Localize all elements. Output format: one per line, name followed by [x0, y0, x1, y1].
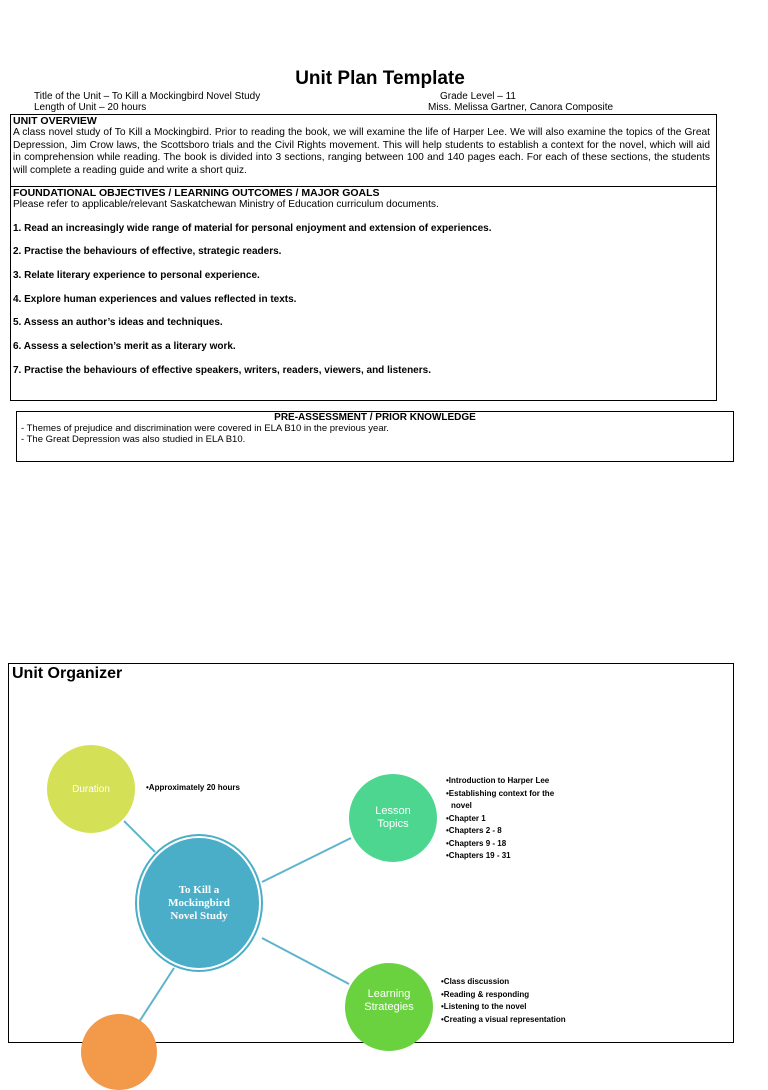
learning-strategies-label: Learning Strategies — [364, 988, 414, 1013]
page-title: Unit Plan Template — [295, 68, 465, 89]
connector-line — [262, 938, 349, 984]
duration-bullets — [146, 782, 240, 795]
bullet-item: •Class discussion — [441, 977, 510, 986]
objective-item: 4. Explore human experiences and values reflected in texts. — [13, 294, 297, 305]
learning-strategies-bullets — [441, 976, 566, 1026]
pre-assessment-line: - The Great Depression was also studied in ELA B10. — [21, 434, 246, 445]
objective-item: 5. Assess an author’s ideas and techniques. — [13, 317, 223, 328]
objective-item: 2. Practise the behaviours of effective, strategic readers. — [13, 246, 282, 257]
bullet-item: •Approximately 20 hours — [146, 783, 240, 792]
pre-assessment-line: - Themes of prejudice and discrimination were covered in ELA B10 in the previous year. — [21, 423, 389, 434]
learning-strategies-node — [345, 963, 433, 1051]
connector-line — [262, 838, 351, 882]
bullet-item: •Chapters 19 - 31 — [446, 851, 511, 860]
teacher-text: Miss. Melissa Gartner, Canora Composite — [428, 102, 614, 113]
unit-title-text: Title of the Unit – To Kill a Mockingbird Novel Study — [34, 91, 261, 102]
unit-overview-heading: UNIT OVERVIEW — [13, 115, 97, 127]
bullet-item: •Listening to the novel — [441, 1002, 527, 1011]
objectives-note: Please refer to applicable/relevant Saskatchewan Ministry of Education curriculum documents. — [13, 199, 439, 210]
lesson-topics-label: Lesson Topics — [375, 805, 411, 830]
bottom-node — [81, 1014, 157, 1090]
bullet-item: •Chapters 2 - 8 — [446, 826, 502, 835]
duration-node — [47, 745, 135, 833]
lesson-topics-bullets — [446, 775, 554, 863]
unit-overview-section — [10, 114, 717, 187]
objective-item: 7. Practise the behaviours of effective speakers, writers, readers, viewers, and listeners. — [13, 365, 431, 376]
connector-line — [139, 968, 174, 1022]
bullet-item: novel — [451, 801, 472, 810]
center-node — [137, 836, 261, 970]
unit-overview-text: A class novel study of To Kill a Mockingbird. Prior to reading the book, we will examine the life of Harper Lee. We will also examine the topics of the Great Depression, Jim Crow laws, the Scottsboro trials and the Civil Rights movement. This will help students to establish a context for the novel, which will aid in comprehension while reading. The book is divided into 3 sections, ranging between 100 and 140 pages each. For each of these sections, the students will complete a reading guide and write a short quiz. — [13, 127, 710, 176]
objectives-section — [10, 186, 717, 401]
lesson-topics-node — [349, 774, 437, 862]
bullet-item: •Establishing context for the — [446, 788, 555, 798]
grade-level-text: Grade Level – 11 — [440, 91, 516, 102]
objective-item: 6. Assess a selection’s merit as a literary work. — [13, 341, 236, 352]
bullet-item: •Chapters 9 - 18 — [446, 838, 507, 848]
unit-length-text: Length of Unit – 20 hours — [34, 102, 147, 113]
unit-organizer-section — [8, 663, 734, 1043]
unit-organizer-title: Unit Organizer — [12, 665, 123, 682]
objective-item: 3. Relate literary experience to personal experience. — [13, 270, 260, 281]
objective-item: 1. Read an increasingly wide range of material for personal enjoyment and extension of experiences. — [13, 223, 492, 234]
bullet-item: •Creating a visual representation — [441, 1014, 566, 1024]
center-label: To Kill a Mockingbird Novel Study — [168, 883, 230, 922]
duration-label: Duration — [72, 783, 110, 795]
bullet-item: •Reading & responding — [441, 989, 530, 999]
bullet-item: •Chapter 1 — [446, 813, 486, 823]
bullet-item: •Introduction to Harper Lee — [446, 776, 550, 785]
connector-line — [124, 821, 155, 852]
objectives-heading: FOUNDATIONAL OBJECTIVES / LEARNING OUTCOMES / MAJOR GOALS — [13, 187, 380, 199]
pre-assessment-heading: PRE-ASSESSMENT / PRIOR KNOWLEDGE — [274, 412, 476, 423]
pre-assessment-section — [16, 411, 734, 462]
